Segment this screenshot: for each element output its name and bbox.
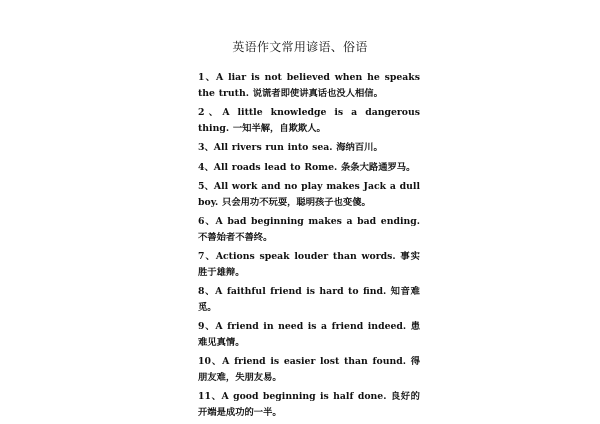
list-item bbox=[198, 105, 420, 136]
entry-english: A bad beginning makes a bad ending. bbox=[215, 216, 420, 227]
entry-number: 2、 bbox=[198, 107, 223, 118]
entry-number: 4、 bbox=[198, 161, 214, 173]
entry-number: 6、 bbox=[198, 216, 216, 227]
entry-english: A faithful friend is hard to find. bbox=[215, 286, 387, 297]
entry-english: All work and no play makes Jack a dull boy. bbox=[198, 181, 420, 208]
entry-chinese: 说谎者即使讲真话也没人相信。 bbox=[252, 87, 383, 99]
proverb-list bbox=[198, 70, 420, 424]
entry-number: 9、 bbox=[198, 321, 216, 332]
entry-chinese: 条条大路通罗马。 bbox=[341, 161, 416, 173]
list-item bbox=[198, 249, 420, 280]
entry-english: All roads lead to Rome. bbox=[213, 161, 338, 173]
entry-number: 11、 bbox=[198, 391, 222, 402]
list-item bbox=[198, 389, 420, 420]
list-item bbox=[198, 160, 420, 176]
list-item bbox=[198, 319, 420, 350]
entry-chinese: 得朋友难，失朋友易。 bbox=[198, 356, 420, 383]
list-item bbox=[198, 354, 420, 385]
entry-english: Actions speak louder than words. bbox=[215, 251, 396, 262]
entry-chinese: 只会用功不玩耍，聪明孩子也变傻。 bbox=[222, 196, 371, 208]
entry-english: All rivers run into sea. bbox=[213, 142, 333, 153]
list-item bbox=[198, 214, 420, 245]
entry-number: 8、 bbox=[198, 286, 216, 297]
entry-chinese: 不善始者不善终。 bbox=[198, 231, 273, 243]
entry-number: 5、 bbox=[198, 181, 214, 192]
list-item bbox=[198, 284, 420, 315]
entry-english: A little knowledge is a dangerous thing. bbox=[198, 107, 420, 134]
entry-chinese: 患难见真情。 bbox=[198, 321, 420, 348]
list-item bbox=[198, 179, 420, 210]
entry-number: 7、 bbox=[198, 251, 216, 262]
entry-number: 10、 bbox=[198, 356, 223, 367]
entry-chinese: 知音难觅。 bbox=[198, 286, 420, 313]
entry-english: A friend in need is a friend indeed. bbox=[215, 321, 407, 332]
entry-chinese: 良好的开端是成功的一半。 bbox=[198, 391, 420, 418]
entry-chinese: 事实胜于雄辩。 bbox=[198, 251, 420, 278]
entry-number: 3、 bbox=[198, 142, 214, 153]
entry-english: A friend is easier lost than found. bbox=[222, 356, 406, 367]
list-item bbox=[198, 70, 420, 101]
document-title: 英语作文常用谚语、俗语 bbox=[232, 40, 368, 54]
entry-chinese: 一知半解，自欺欺人。 bbox=[232, 122, 326, 134]
entry-chinese: 海纳百川。 bbox=[336, 142, 383, 153]
entry-english: A good beginning is half done. bbox=[221, 391, 387, 402]
entry-english: A liar is not believed when he speaks the truth. bbox=[198, 72, 420, 99]
entry-number: 1、 bbox=[198, 72, 217, 83]
list-item bbox=[198, 140, 420, 156]
